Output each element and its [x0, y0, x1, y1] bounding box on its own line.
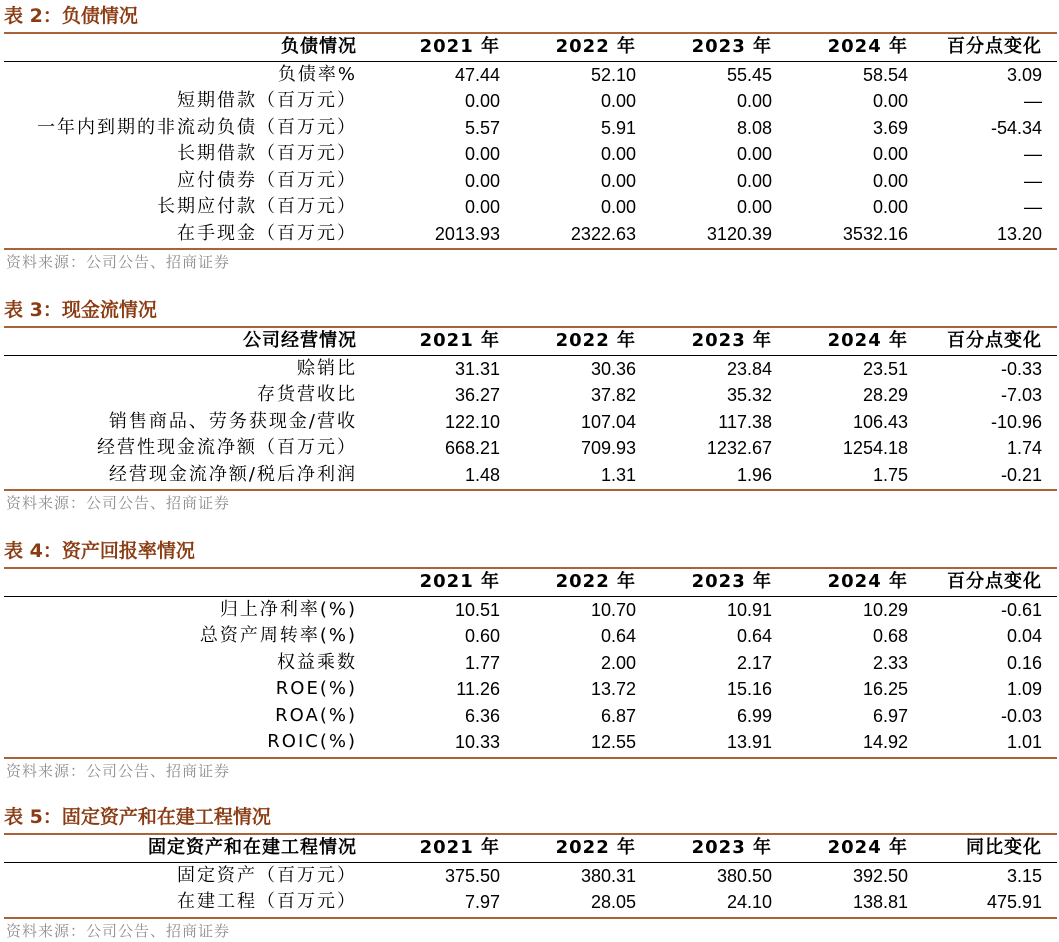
table-cell: 8.08: [736, 117, 772, 138]
table-cell: 0.00: [736, 170, 772, 191]
source-note: 资料来源：公司公告、招商证券: [6, 494, 231, 512]
table-cell: 1.48: [464, 464, 500, 485]
row-label: ROIC(%): [267, 731, 357, 752]
table-cell: 55.45: [726, 64, 772, 85]
table-row: [4, 382, 1057, 409]
table-cell: 10.33: [454, 732, 500, 752]
table-cell: 0.00: [736, 91, 772, 111]
table-row: [4, 356, 1057, 383]
table-cell: 709.93: [580, 438, 636, 458]
table-cell: 58.54: [862, 64, 908, 85]
table-cell: 2013.93: [434, 223, 500, 244]
table-cell: 3.15: [1006, 865, 1042, 886]
table-cell: 30.36: [590, 358, 636, 379]
table-cell: 1232.67: [706, 438, 772, 458]
table-cell: 2.33: [872, 652, 908, 673]
row-label: 短期借款（百万元）: [177, 90, 357, 111]
column-header: 2022 年: [555, 571, 636, 592]
table-row: [4, 623, 1057, 650]
table-row: [4, 115, 1057, 142]
column-header: 2021 年: [419, 571, 500, 592]
table-header-row: [4, 835, 1057, 863]
table-cell: 0.00: [872, 144, 908, 164]
table-cell: 10.51: [454, 599, 500, 620]
table-row: [4, 62, 1057, 89]
table-cell: 2322.63: [570, 223, 636, 244]
table-cell: 16.25: [862, 679, 908, 699]
table-cell: 380.50: [716, 865, 772, 886]
table-cell: 0.00: [600, 91, 636, 111]
table-cell: 11.26: [456, 679, 500, 699]
row-label: 在手现金（百万元）: [177, 222, 357, 244]
table-cell: 10.70: [590, 599, 636, 620]
table-row: [4, 141, 1057, 168]
table-row: [4, 462, 1057, 489]
table-cell: 5.91: [600, 117, 636, 138]
data-table: [4, 569, 1057, 756]
table-cell: 117.38: [718, 411, 772, 432]
table-cell: 3.09: [1006, 64, 1042, 85]
table-cell: 10.29: [862, 599, 908, 620]
table-cell: 1254.18: [842, 438, 908, 458]
table-cell: 0.00: [464, 91, 500, 111]
table-cell: 28.29: [862, 385, 908, 405]
table-cell: 0.04: [1006, 626, 1042, 646]
column-header: 2024 年: [827, 330, 908, 351]
table-cell: 28.05: [590, 892, 636, 912]
column-header: 2021 年: [419, 837, 500, 858]
row-label: 长期借款（百万元）: [177, 143, 357, 164]
row-label: 经营性现金流净额（百万元）: [97, 437, 357, 458]
table-cell: -0.21: [1000, 464, 1042, 485]
row-label: 归上净利率(%): [219, 598, 357, 620]
table-cell: 392.50: [852, 865, 908, 886]
row-label: 在建工程（百万元）: [177, 891, 357, 912]
table-bottom-rule: [4, 248, 1057, 250]
table-cell: 37.82: [590, 385, 636, 405]
table-cell: 35.32: [726, 385, 772, 405]
row-header-label: 负债情况: [281, 36, 357, 57]
data-table: [4, 835, 1057, 916]
table-cell: 14.92: [862, 732, 908, 752]
table-bottom-rule: [4, 489, 1057, 491]
table-cell: 0.00: [872, 170, 908, 191]
table-cell: 6.87: [600, 705, 636, 726]
column-header: 2023 年: [691, 571, 772, 592]
table-cell: 0.00: [464, 144, 500, 164]
table-cell: 2.17: [736, 652, 772, 673]
table-cell: -54.34: [990, 117, 1042, 138]
row-header-label: 公司经营情况: [243, 330, 357, 351]
table-cell: 106.43: [852, 411, 908, 432]
table-cell: 0.64: [600, 626, 636, 646]
table-cell: 668.21: [444, 438, 500, 458]
column-header: 百分点变化: [947, 571, 1042, 592]
table-cell: 7.97: [464, 892, 500, 912]
table-cell: 0.68: [872, 626, 908, 646]
table-row: [4, 889, 1057, 916]
column-header: 2023 年: [691, 330, 772, 351]
table-row: [4, 650, 1057, 677]
column-header: 百分点变化: [947, 330, 1042, 351]
table-cell: 1.96: [736, 464, 772, 485]
table-cell: 3.69: [872, 117, 908, 138]
row-label: 赊销比: [297, 357, 357, 379]
table-cell: 107.04: [580, 411, 636, 432]
data-table: [4, 328, 1057, 488]
data-table: [4, 34, 1057, 247]
table-header-row: [4, 34, 1057, 62]
row-header-label: [4, 569, 357, 595]
table-row: [4, 597, 1057, 624]
table-cell: -0.61: [1000, 599, 1042, 620]
table-cell: 6.36: [464, 705, 500, 726]
row-label: 总资产周转率(%): [199, 625, 357, 646]
table-title: 表 3：现金流情况: [4, 296, 1057, 328]
table-cell: 0.00: [872, 91, 908, 111]
table-cell: 10.91: [726, 599, 772, 620]
row-label: 销售商品、劳务获现金/营收: [108, 410, 357, 432]
table-cell: 5.57: [464, 117, 500, 138]
table-cell: 1.77: [464, 652, 500, 673]
table-row: [4, 435, 1057, 462]
row-label: 长期应付款（百万元）: [157, 196, 357, 217]
column-header: 2023 年: [691, 837, 772, 858]
table-cell: —: [1024, 197, 1042, 217]
table-cell: 0.00: [736, 197, 772, 217]
table-cell: 122.10: [444, 411, 500, 432]
column-header: 2022 年: [555, 36, 636, 57]
row-label: 权益乘数: [277, 651, 357, 673]
table-cell: 0.00: [600, 170, 636, 191]
table-bottom-rule: [4, 917, 1057, 919]
table-header-row: [4, 569, 1057, 597]
table-cell: 0.00: [600, 144, 636, 164]
table-cell: 13.72: [590, 679, 636, 699]
table-cell: —: [1024, 91, 1042, 111]
table-row: [4, 168, 1057, 195]
row-label: 固定资产（百万元）: [177, 864, 357, 886]
table-cell: 3120.39: [706, 223, 772, 244]
table-cell: 6.97: [872, 705, 908, 726]
table-row: [4, 703, 1057, 730]
column-header: 2021 年: [419, 36, 500, 57]
table-cell: 24.10: [726, 892, 772, 912]
table-cell: 31.31: [454, 358, 500, 379]
table-cell: 1.01: [1006, 732, 1042, 752]
table-header-row: [4, 328, 1057, 356]
column-header: 2023 年: [691, 36, 772, 57]
table-cell: 6.99: [736, 705, 772, 726]
table-cell: 23.84: [726, 358, 772, 379]
table-row: [4, 863, 1057, 890]
row-header-label: 固定资产和在建工程情况: [148, 837, 357, 858]
table-cell: 0.00: [464, 170, 500, 191]
row-label: 负债率%: [277, 63, 357, 85]
table-cell: -10.96: [990, 411, 1042, 432]
table-cell: 1.31: [600, 464, 636, 485]
table-cell: 3532.16: [842, 223, 908, 244]
table-row: [4, 194, 1057, 221]
source-note: 资料来源：公司公告、招商证券: [6, 921, 231, 940]
row-label: ROA(%): [275, 704, 357, 726]
row-label: 存货营收比: [257, 384, 357, 405]
table-cell: 0.64: [736, 626, 772, 646]
column-header: 2022 年: [555, 837, 636, 858]
table-cell: 15.16: [726, 679, 772, 699]
source-note: 资料来源：公司公告、招商证券: [6, 253, 231, 271]
table-cell: 12.55: [590, 732, 636, 752]
table-row: [4, 409, 1057, 436]
table-cell: -0.03: [1000, 705, 1042, 726]
table-cell: 475.91: [986, 892, 1042, 912]
table-row: [4, 221, 1057, 248]
table-cell: 13.20: [996, 223, 1042, 244]
column-header: 同比变化: [966, 837, 1042, 858]
column-header: 2024 年: [827, 837, 908, 858]
column-header: 2022 年: [555, 330, 636, 351]
table-title: 表 4：资产回报率情况: [4, 537, 1057, 569]
row-label: 经营现金流净额/税后净利润: [108, 463, 357, 485]
table-cell: 0.00: [464, 197, 500, 217]
table-cell: 47.44: [454, 64, 500, 85]
table-cell: 1.09: [1006, 679, 1042, 699]
row-label: ROE(%): [275, 678, 357, 699]
table-row: [4, 88, 1057, 115]
table-cell: 1.74: [1006, 438, 1042, 458]
table-row: [4, 676, 1057, 703]
table-cell: 0.00: [600, 197, 636, 217]
column-header: 2024 年: [827, 571, 908, 592]
table-cell: 380.31: [580, 865, 636, 886]
source-note: 资料来源：公司公告、招商证券: [6, 761, 231, 780]
table-cell: 1.75: [872, 464, 908, 485]
column-header: 2024 年: [827, 36, 908, 57]
row-label: 应付债券（百万元）: [177, 169, 357, 191]
table-cell: —: [1024, 170, 1042, 191]
table-cell: 0.00: [872, 197, 908, 217]
table-cell: 375.50: [444, 865, 500, 886]
table-cell: 52.10: [590, 64, 636, 85]
table-cell: 0.60: [464, 626, 500, 646]
table-cell: 2.00: [600, 652, 636, 673]
table-cell: —: [1024, 144, 1042, 164]
table-cell: 0.16: [1006, 652, 1042, 673]
table-bottom-rule: [4, 757, 1057, 759]
table-title: 表 2：负债情况: [4, 2, 1057, 34]
table-cell: -7.03: [1000, 385, 1042, 405]
table-cell: 0.00: [736, 144, 772, 164]
table-row: [4, 729, 1057, 756]
table-cell: 138.81: [852, 892, 908, 912]
column-header: 2021 年: [419, 330, 500, 351]
table-cell: 23.51: [862, 358, 908, 379]
table-title: 表 5：固定资产和在建工程情况: [4, 803, 1057, 835]
row-label: 一年内到期的非流动负债（百万元）: [37, 116, 357, 138]
table-cell: 36.27: [454, 385, 500, 405]
table-cell: 13.91: [726, 732, 772, 752]
table-cell: -0.33: [1000, 358, 1042, 379]
column-header: 百分点变化: [947, 36, 1042, 57]
